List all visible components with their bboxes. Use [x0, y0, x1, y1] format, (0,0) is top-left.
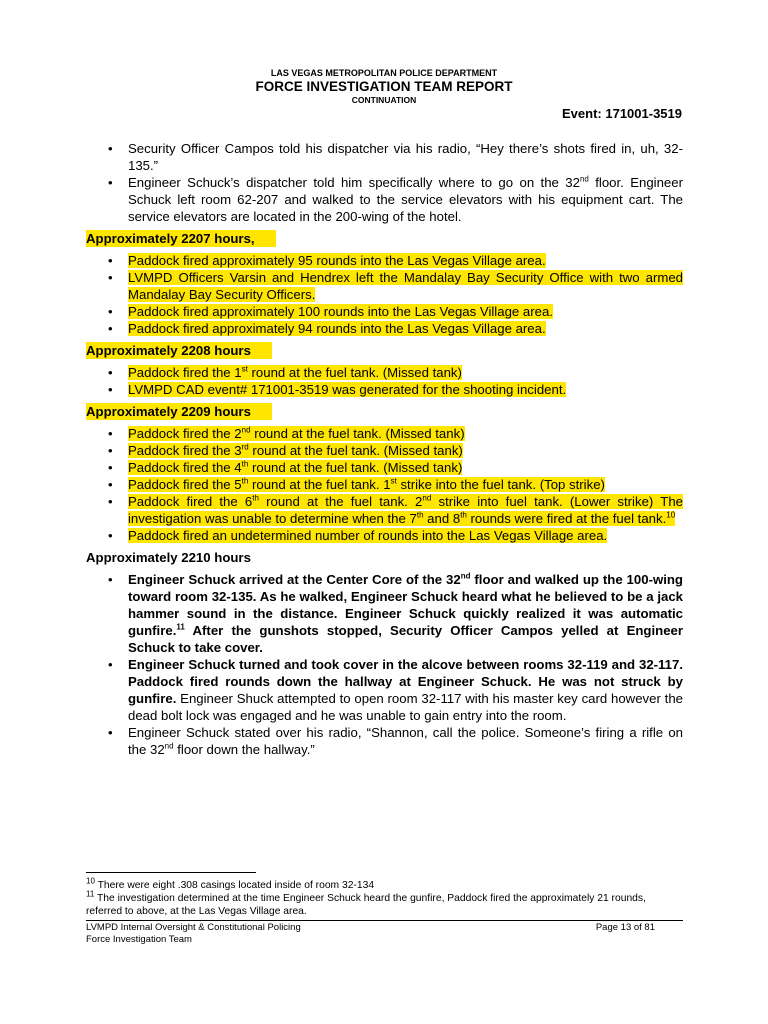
item-text: floor down the hallway.”: [173, 742, 315, 757]
item-text: round at the fuel tank. (Missed tank): [248, 443, 463, 458]
footnote-number: 10: [86, 876, 95, 886]
section-heading: Approximately 2209 hours: [86, 403, 272, 420]
item-text: Engineer Schuck arrived at the Center Core of the 32: [128, 572, 461, 587]
item-text: Paddock fired an undetermined number of rounds into the Las Vegas Village area.: [128, 528, 608, 543]
ordinal-suffix: nd: [241, 425, 251, 435]
item-text: round at the fuel tank. 1: [248, 477, 391, 492]
item-text: round at the fuel tank. (Missed tank): [250, 426, 465, 441]
item-text: strike into fuel tank. (Lower strike) The investigation was unable to determine when the 7: [128, 494, 683, 526]
section-list: [86, 252, 683, 337]
item-text: Engineer Shuck attempted to open room 32-117 with his master key card however the dead bolt lock was engaged and he was unable to gain entry into the room.: [128, 691, 683, 723]
list-item: [86, 320, 683, 337]
item-text: Paddock fired the 3: [128, 443, 242, 458]
list-item: [86, 571, 683, 656]
list-item: [86, 476, 683, 493]
list-item: [86, 459, 683, 476]
list-item: [86, 425, 683, 442]
list-item: [86, 303, 683, 320]
footnote-ref: 11: [176, 622, 185, 632]
footer-line-2: Force Investigation Team: [86, 934, 192, 945]
list-item: [86, 269, 683, 303]
item-text: Engineer Schuck stated over his radio, “Shannon, call the police. Someone’s firing a rifle on the 32: [128, 725, 683, 757]
item-text: Paddock fired approximately 95 rounds into the Las Vegas Village area.: [128, 253, 546, 268]
item-text: and 8: [423, 511, 461, 526]
footnote-number: 11: [86, 889, 95, 899]
item-text: round at the fuel tank. (Missed tank): [248, 460, 463, 475]
footnote-11: [86, 889, 683, 918]
page-footer: [86, 920, 683, 946]
ordinal-suffix: th: [416, 510, 424, 520]
report-header: [0, 68, 768, 105]
intro-list: [86, 140, 683, 225]
report-title: FORCE INVESTIGATION TEAM REPORT: [255, 79, 513, 94]
list-item: [86, 527, 683, 544]
item-text: Paddock fired the 1: [128, 365, 242, 380]
footnotes: [86, 872, 683, 918]
continuation-label: CONTINUATION: [351, 95, 417, 105]
list-item: [86, 656, 683, 724]
ordinal-suffix: th: [252, 493, 259, 503]
section-list: [86, 364, 683, 398]
section-2207: [86, 230, 683, 337]
footnote-ref: 10: [666, 510, 676, 520]
item-text: Paddock fired the 2: [128, 426, 242, 441]
item-text: rounds were fired at the fuel tank.: [466, 511, 667, 526]
item-text: floor. Engineer Schuck left room 62-207 and walked to the service elevators with his equipment cart. The service elevators are located in the 200-wing of the hotel.: [128, 175, 683, 224]
footnote-divider: [86, 872, 256, 873]
section-heading: Approximately 2208 hours: [86, 342, 272, 359]
item-text-bold: Engineer Schuck turned and took cover in the alcove between rooms 32-119 and 32-117. Paddock fired rounds down the hallway at Engineer Schuck. He was not struck by gunfire.: [128, 657, 683, 706]
item-text: Paddock fired approximately 94 rounds into the Las Vegas Village area.: [128, 321, 546, 336]
item-text: After the gunshots stopped, Security Officer Campos yelled at Engineer Schuck to take cover.: [128, 623, 683, 655]
list-item: [86, 381, 683, 398]
page-number: Page 13 of 81: [595, 922, 655, 933]
item-text: strike into the fuel tank. (Top strike): [396, 477, 605, 492]
ordinal-suffix: th: [241, 476, 249, 486]
event-number: Event: 171001-3519: [562, 106, 682, 121]
item-text: round at the fuel tank. 2: [258, 494, 423, 509]
item-text: floor and walked up the 100-wing toward room 32-135. As he walked, Engineer Schuck heard what he believed to be a jack hammer sound in the distance. Engineer Schuck quickly realized it was automatic gunfire.: [128, 572, 683, 638]
footer-line-1: LVMPD Internal Oversight & Constitutional Policing: [86, 922, 301, 933]
ordinal-suffix: st: [390, 476, 397, 486]
section-heading: Approximately 2207 hours,: [86, 230, 276, 247]
item-text: Engineer Schuck’s dispatcher told him specifically where to go on the 32: [128, 175, 580, 190]
footnote-text: The investigation determined at the time Engineer Schuck heard the gunfire, Paddock fired the approximately 21 rounds, referred to above, at the Las Vegas Village area.: [86, 893, 646, 917]
ordinal-suffix: st: [241, 364, 248, 374]
ordinal-suffix: th: [241, 459, 249, 469]
item-text: Paddock fired the 4: [128, 460, 242, 475]
section-2208: [86, 342, 683, 398]
item-text: Paddock fired the 6: [128, 494, 253, 509]
ordinal-suffix: rd: [241, 442, 249, 452]
footnote-10: [86, 876, 683, 892]
list-item: [86, 442, 683, 459]
section-list: [86, 425, 683, 544]
ordinal-suffix: th: [460, 510, 467, 520]
list-item: [86, 252, 683, 269]
department-name: LAS VEGAS METROPOLITAN POLICE DEPARTMENT: [270, 68, 498, 78]
item-text: Paddock fired the 5: [128, 477, 242, 492]
report-body: [86, 140, 683, 758]
list-item: [86, 493, 683, 527]
item-text: LVMPD Officers Varsin and Hendrex left the Mandalay Bay Security Office with two armed Mandalay Bay Security Officers.: [128, 270, 683, 302]
section-heading: Approximately 2210 hours: [86, 550, 251, 565]
item-text: LVMPD CAD event# 171001-3519 was generated for the shooting incident.: [128, 382, 567, 397]
item-text: Paddock fired approximately 100 rounds into the Las Vegas Village area.: [128, 304, 553, 319]
ordinal-suffix: nd: [422, 493, 432, 503]
section-list: [86, 571, 683, 758]
footnote-text: There were eight .308 casings located inside of room 32-134: [94, 880, 375, 891]
list-item: [86, 364, 683, 381]
list-item: [86, 140, 683, 174]
section-2209: [86, 403, 683, 544]
section-2210: [86, 549, 683, 758]
ordinal-suffix: nd: [460, 571, 471, 581]
item-text: round at the fuel tank. (Missed tank): [247, 365, 462, 380]
item-text: Security Officer Campos told his dispatcher via his radio, “Hey there’s shots fired in, uh, 32-135.”: [128, 141, 683, 173]
list-item: [86, 174, 683, 225]
ordinal-suffix: nd: [164, 741, 174, 751]
ordinal-suffix: nd: [579, 174, 589, 184]
list-item: [86, 724, 683, 758]
